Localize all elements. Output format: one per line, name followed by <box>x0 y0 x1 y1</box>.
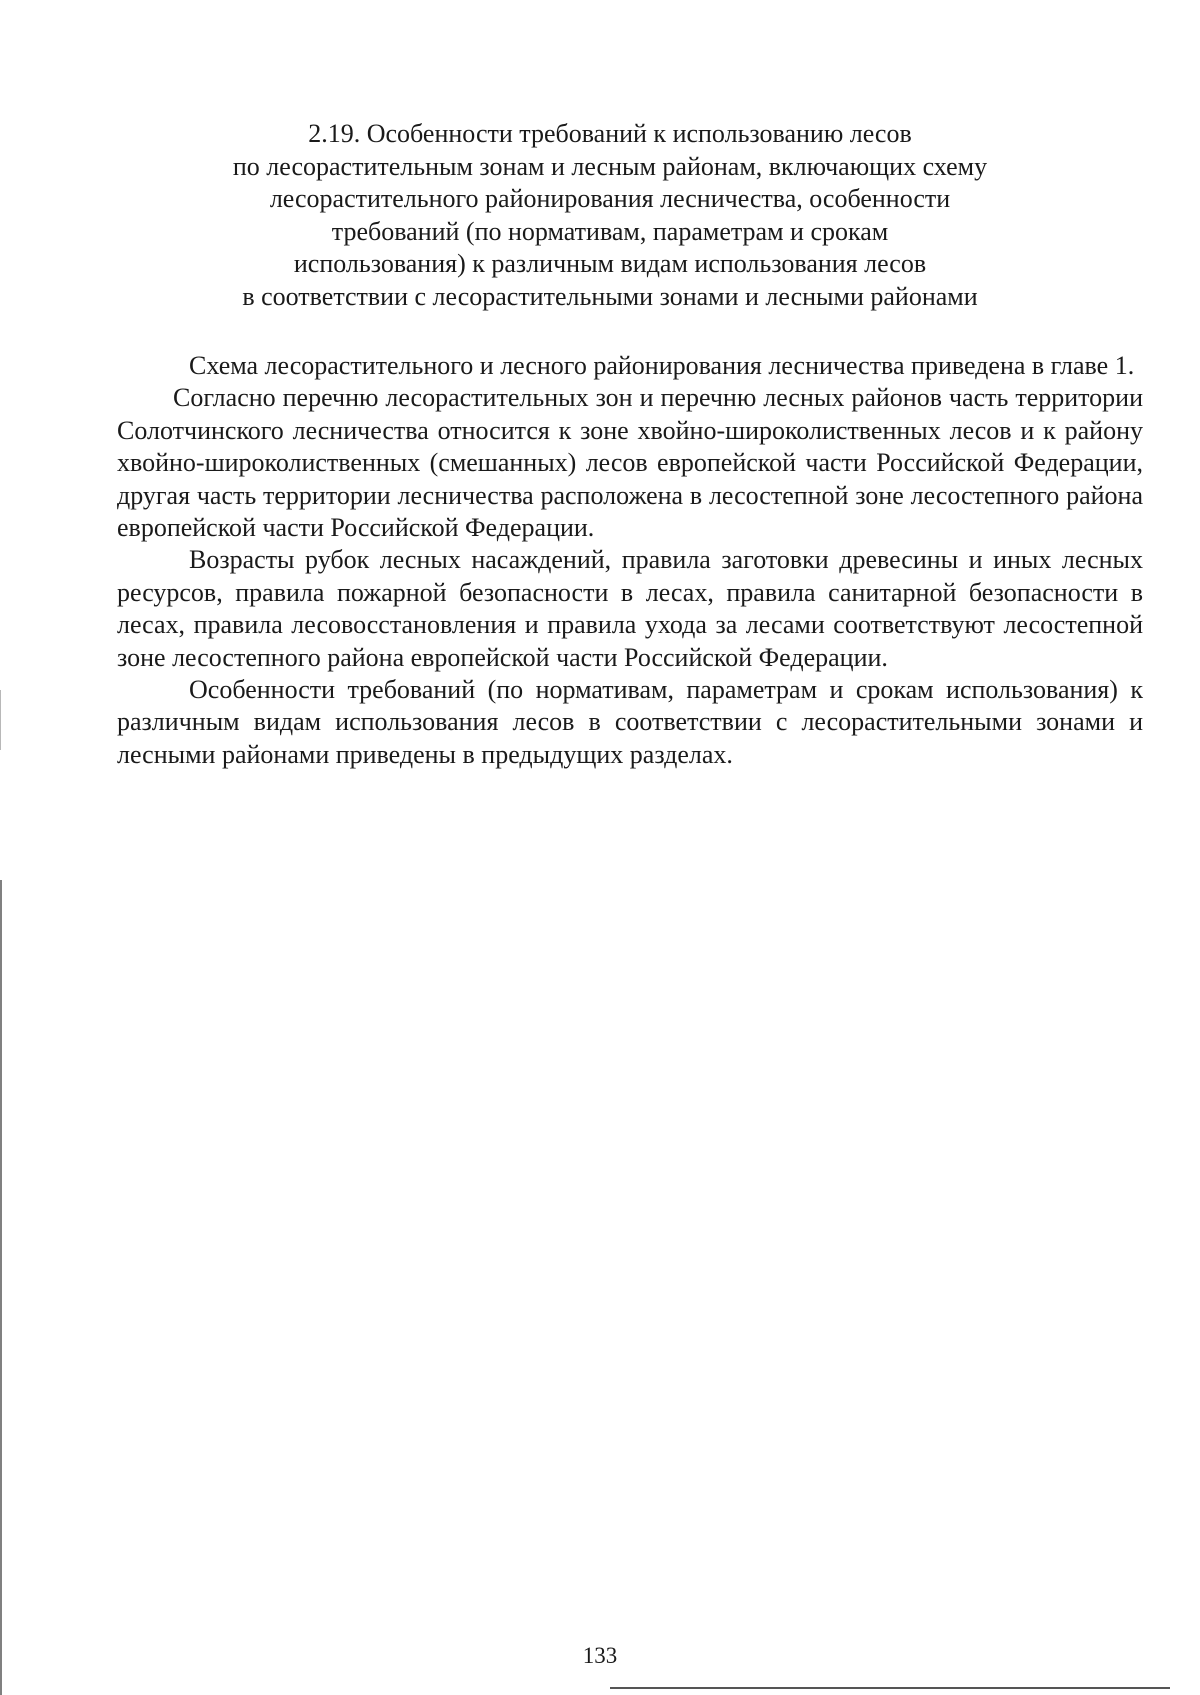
paragraph-forest-zones: Согласно перечню лесорастительных зон и перечню лесных районов часть территории Солотчинского лесничества относится к зоне хвойно-широколиственных лесов и к району хвойно-широколиственных (смешанных) лесов европейской части Российской Федерации, другая часть территории лесничества расположена в лесостепной зоне лесостепного района европейской части Российской Федерации. <box>117 383 1143 543</box>
scan-edge-mark <box>0 690 1 750</box>
scan-edge-line <box>0 880 2 1695</box>
body-text <box>117 350 1143 771</box>
heading-line-1: 2.19. Особенности требований к использованию лесов <box>308 119 912 148</box>
heading-line-4: требований (по нормативам, параметрам и срокам <box>331 216 889 246</box>
heading-line-2: по лесорастительным зонам и лесным районам, включающих схему <box>232 151 988 181</box>
paragraph-requirements: Особенности требований (по нормативам, параметрам и срокам использования) к различным видам использования лесов в соответствии с лесорастительными зонами и лесными районами приведены в предыдущих разделах. <box>117 675 1143 769</box>
heading-line-3: лесорастительного районирования лесничества, особенности <box>269 184 951 213</box>
bottom-rule <box>610 1687 1170 1689</box>
section-heading <box>140 118 1080 313</box>
paragraph-scheme-reference: Схема лесорастительного и лесного районирования лесничества приведена в главе 1. <box>189 351 1135 380</box>
heading-line-6: в соответствии с лесорастительными зонами и лесными районами <box>242 281 978 311</box>
heading-line-5: использования) к различным видам использования лесов <box>293 249 927 278</box>
paragraph-felling-rules: Возрасты рубок лесных насаждений, правила заготовки древесины и иных лесных ресурсов, правила пожарной безопасности в лесах, правила санитарной безопасности в лесах, правила лесовосстановления и правила ухода за лесами соответствуют лесостепной зоне лесостепного района европейской части Российской Федерации. <box>117 545 1143 672</box>
page-number: 133 <box>582 1643 618 1668</box>
